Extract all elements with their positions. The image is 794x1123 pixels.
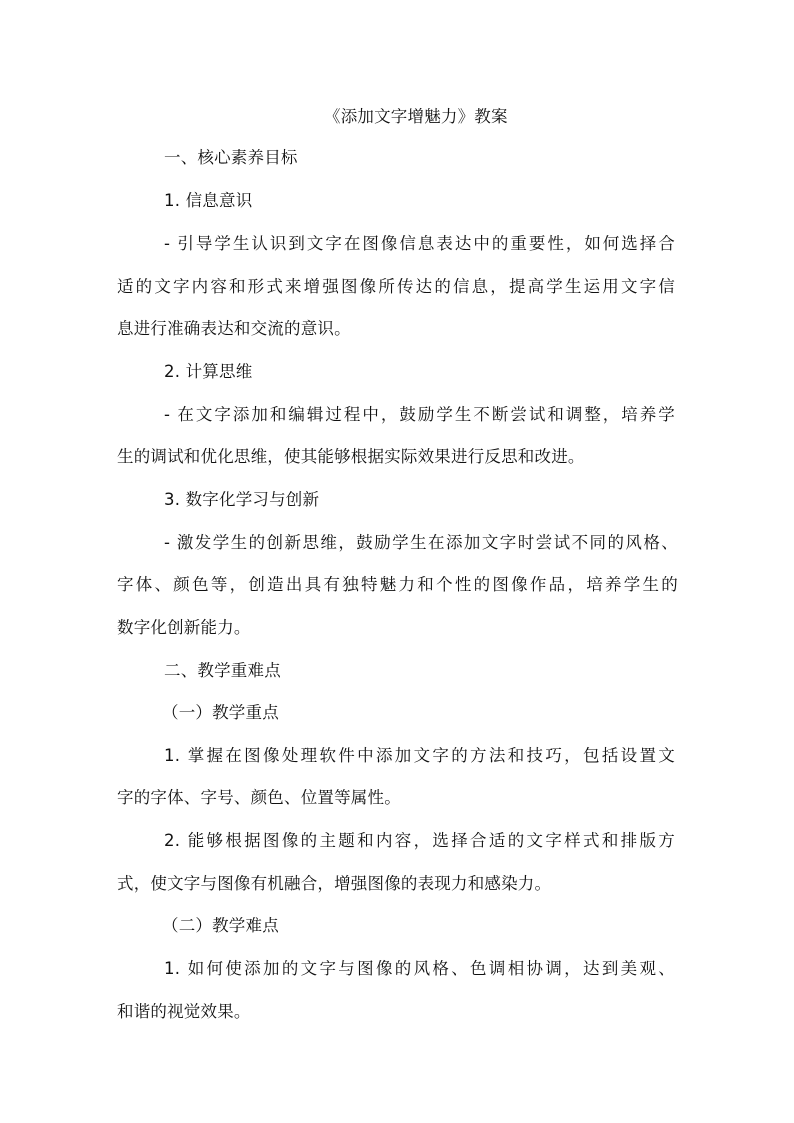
paragraph-line: 数字化创新能力。 bbox=[117, 618, 251, 637]
paragraph-line: 字的字体、字号、颜色、位置等属性。 bbox=[117, 788, 401, 807]
subheading-computational-thinking: 2. 计算思维 bbox=[164, 362, 253, 381]
paragraph-line: 式，使文字与图像有机融合，增强图像的表现力和感染力。 bbox=[117, 874, 552, 893]
paragraph-line: - 引导学生认识到文字在图像信息表达中的重要性，如何选择合 bbox=[164, 234, 675, 253]
document-title: 《添加文字增魅力》教案 bbox=[324, 107, 508, 126]
paragraph-line: - 在文字添加和编辑过程中，鼓励学生不断尝试和调整，培养学 bbox=[164, 405, 675, 424]
paragraph-line: 1. 掌握在图像处理软件中添加文字的方法和技巧，包括设置文 bbox=[164, 746, 675, 765]
paragraph-line: 和谐的视觉效果。 bbox=[117, 1002, 251, 1021]
subheading-information-awareness: 1. 信息意识 bbox=[164, 191, 253, 210]
paragraph-line: 2. 能够根据图像的主题和内容，选择合适的文字样式和排版方 bbox=[164, 831, 675, 850]
paragraph-line: 字体、颜色等，创造出具有独特魅力和个性的图像作品，培养学生的 bbox=[117, 575, 678, 594]
subheading-digital-learning: 3. 数字化学习与创新 bbox=[164, 490, 320, 509]
paragraph-line: 适的文字内容和形式来增强图像所传达的信息，提高学生运用文字信 bbox=[117, 277, 675, 296]
paragraph-line: 1. 如何使添加的文字与图像的风格、色调相协调，达到美观、 bbox=[164, 959, 675, 978]
section-heading-core-goals: 一、核心素养目标 bbox=[164, 148, 298, 167]
paragraph-line: 生的调试和优化思维，使其能够根据实际效果进行反思和改进。 bbox=[117, 447, 585, 466]
subheading-teaching-focus: （一）教学重点 bbox=[162, 703, 279, 722]
section-heading-key-points: 二、教学重难点 bbox=[164, 661, 281, 680]
paragraph-line: 息进行准确表达和交流的意识。 bbox=[117, 319, 351, 338]
paragraph-line: - 激发学生的创新思维，鼓励学生在添加文字时尝试不同的风格、 bbox=[164, 533, 678, 552]
subheading-teaching-difficulty: （二）教学难点 bbox=[162, 916, 279, 935]
